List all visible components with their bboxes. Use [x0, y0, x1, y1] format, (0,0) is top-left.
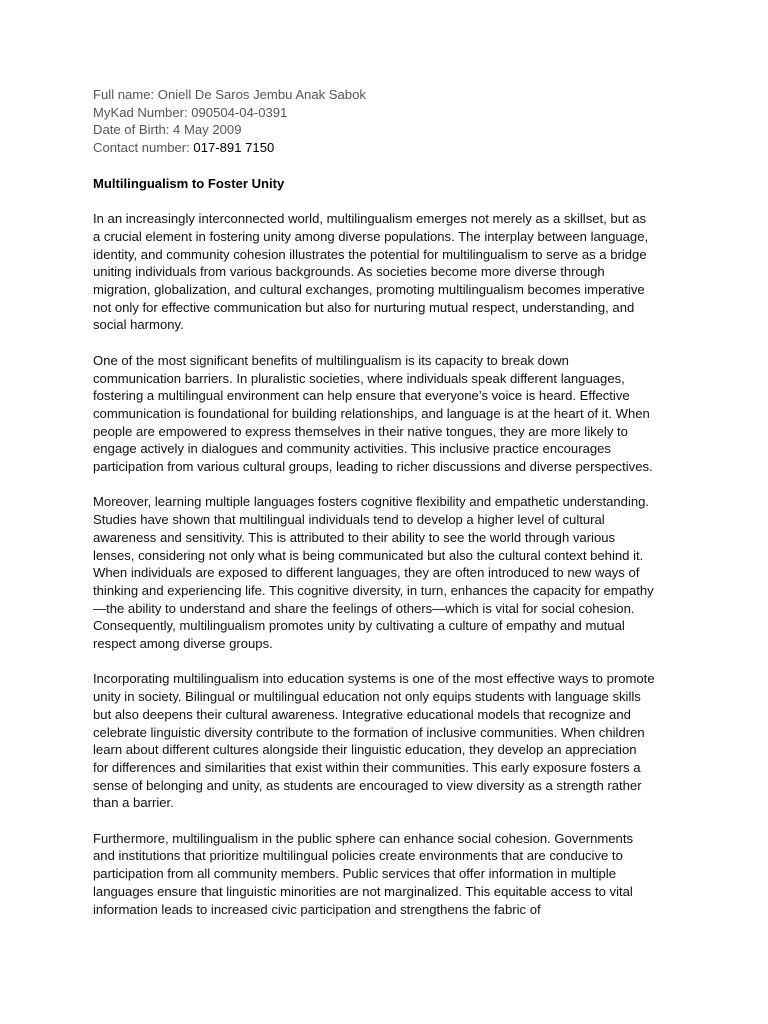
- contact-number-label: Contact number:: [93, 140, 190, 156]
- essay-paragraph-1: In an increasingly interconnected world, multilingualism emerges not merely as a skillset, but as a crucial element in fostering unity among diverse populations. The interplay between language, identity, and community cohesion illustrates the potential for multilingualism to serve as a bridge uniting individuals from various backgrounds. As societies become more diverse through migration, globalization, and cultural exchanges, promoting multilingualism becomes imperative not only for effective communication but also for nurturing mutual respect, understanding, and social harmony.: [93, 211, 649, 333]
- essay-paragraph-5: Furthermore, multilingualism in the public sphere can enhance social cohesion. Governments and institutions that prioritize multilingual policies create environments that are conducive to participation from all community members. Public services that offer information in multiple languages ensure that linguistic minorities are not marginalized. This equitable access to vital information leads to increased civic participation and strengthens the fabric of: [93, 830, 634, 917]
- contact-number-value: 017-891 7150: [189, 140, 275, 156]
- essay-paragraph-4: Incorporating multilingualism into education systems is one of the most effective ways to promote unity in society. Bilingual or multilingual education not only equips students with language skills but also deepens their cultural awareness. Integrative educational models that recognize and celebrate linguistic diversity contribute to the formation of inclusive communities. When children learn about different cultures alongside their linguistic education, they develop an appreciation for differences and similarities that exist within their communities. This early exposure fosters a sense of belonging and unity, as students are encouraged to view diversity as a strength rather than a barrier.: [93, 671, 655, 811]
- mykad-number-line: MyKad Number: 090504-04-0391: [93, 104, 288, 120]
- full-name-line: Full name: Oniell De Saros Jembu Anak Sabok: [93, 87, 366, 102]
- essay-title: Multilingualism to Foster Unity: [93, 175, 285, 191]
- date-of-birth-line: Date of Birth: 4 May 2009: [93, 122, 242, 138]
- contact-number-line: [93, 139, 655, 157]
- document-page: [93, 86, 655, 918]
- essay-paragraph-3: Moreover, learning multiple languages fosters cognitive flexibility and empathetic understanding. Studies have shown that multilingual individuals tend to develop a higher level of cultural awareness and sensitivity. This is attributed to their ability to see the world through various lenses, considering not only what is being communicated but also the cultural context behind it. When individuals are exposed to different languages, they are often introduced to new ways of thinking and experiencing life. This cognitive diversity, in turn, enhances the capacity for empathy—the ability to understand and share the feelings of others—which is vital for social cohesion. Consequently, multilingualism promotes unity by cultivating a culture of empathy and mutual respect among diverse groups.: [93, 494, 654, 652]
- essay-paragraph-2: One of the most significant benefits of multilingualism is its capacity to break down communication barriers. In pluralistic societies, where individuals speak different languages, fostering a multilingual environment can help ensure that everyone’s voice is heard. Effective communication is foundational for building relationships, and language is at the heart of it. When people are empowered to express themselves in their native tongues, they are more likely to engage actively in dialogues and community activities. This inclusive practice encourages participation from various cultural groups, leading to richer discussions and diverse perspectives.: [93, 352, 653, 475]
